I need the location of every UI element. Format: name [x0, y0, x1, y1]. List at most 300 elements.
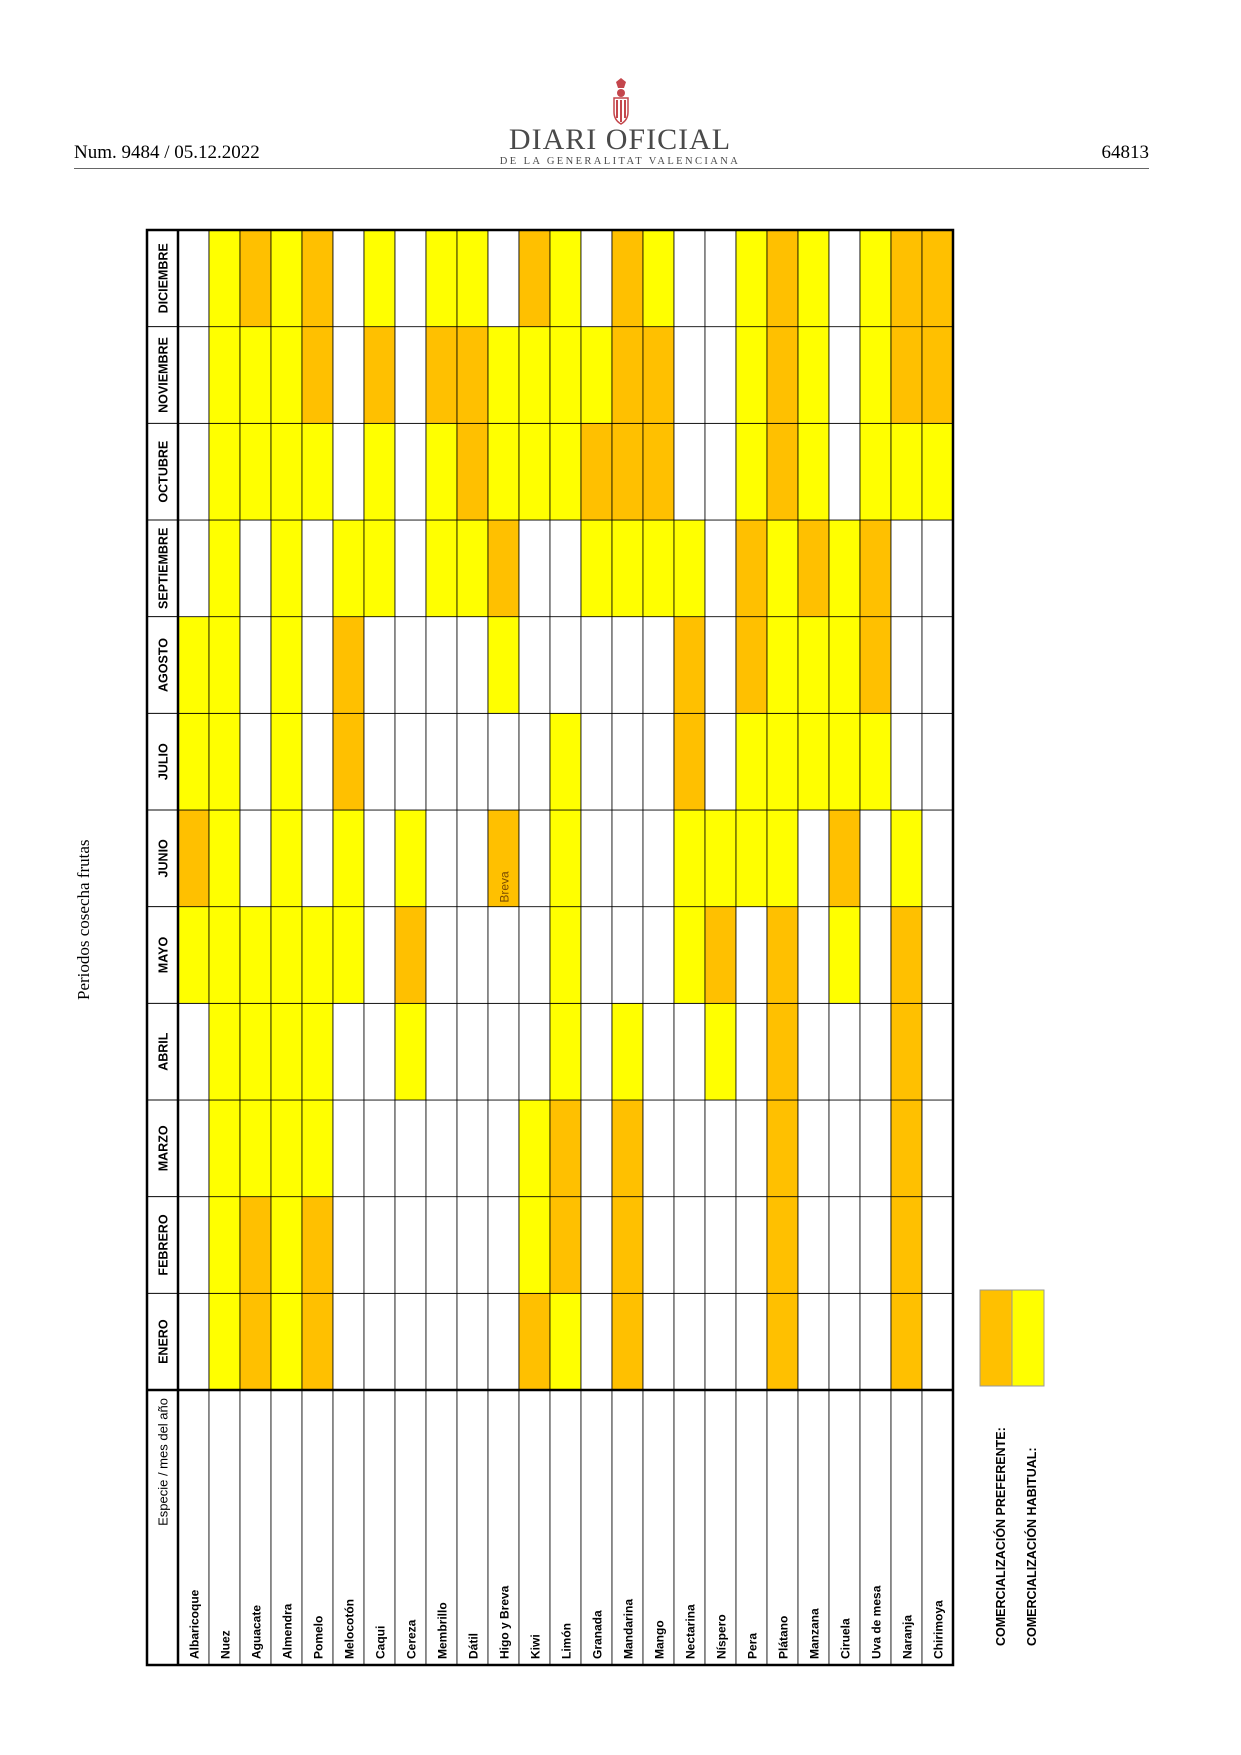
harvest-cell [581, 1293, 612, 1390]
species-cell [519, 1390, 550, 1665]
harvest-cell [922, 423, 953, 520]
harvest-cell [767, 1100, 798, 1197]
harvest-cell [674, 810, 705, 907]
harvest-cell [674, 713, 705, 810]
harvest-cell [674, 1100, 705, 1197]
harvest-cell [581, 810, 612, 907]
harvest-cell [767, 1003, 798, 1100]
harvest-cell [426, 327, 457, 424]
harvest-cell [705, 327, 736, 424]
harvest-cell [860, 907, 891, 1004]
harvest-cell [209, 1003, 240, 1100]
harvest-cell [922, 327, 953, 424]
harvest-cell [767, 907, 798, 1004]
harvest-cell [674, 327, 705, 424]
harvest-cell [271, 713, 302, 810]
harvest-cell [674, 423, 705, 520]
harvest-cell [612, 1197, 643, 1294]
harvest-cell [643, 520, 674, 617]
harvest-cell [891, 423, 922, 520]
harvest-cell [457, 907, 488, 1004]
harvest-cell [271, 520, 302, 617]
harvest-cell [395, 1197, 426, 1294]
harvest-cell [364, 423, 395, 520]
species-label: Naranja [900, 1614, 915, 1659]
legend-swatch [980, 1290, 1012, 1386]
harvest-cell [643, 810, 674, 907]
harvest-cell [922, 1197, 953, 1294]
month-label: SEPTIEMBRE [156, 527, 171, 609]
harvest-cell [550, 520, 581, 617]
harvest-cell [891, 907, 922, 1004]
harvest-cell [302, 230, 333, 327]
harvest-cell [705, 1003, 736, 1100]
species-label: Uva de mesa [869, 1585, 884, 1659]
harvest-cell [178, 230, 209, 327]
harvest-cell [612, 520, 643, 617]
harvest-cell [829, 423, 860, 520]
harvest-cell [829, 327, 860, 424]
species-label: Pomelo [311, 1615, 326, 1659]
harvest-cell [643, 327, 674, 424]
harvest-cell [612, 713, 643, 810]
harvest-cell [457, 810, 488, 907]
month-label: NOVIEMBRE [156, 337, 171, 413]
harvest-cell [829, 1293, 860, 1390]
harvest-cell [767, 1293, 798, 1390]
harvest-cell [426, 520, 457, 617]
harvest-cell [922, 1003, 953, 1100]
species-cell [736, 1390, 767, 1665]
harvest-cell [364, 230, 395, 327]
harvest-cell [550, 423, 581, 520]
species-label: Chirimoya [931, 1600, 946, 1659]
harvest-cell [519, 1293, 550, 1390]
harvest-cell [581, 1100, 612, 1197]
species-label: Caqui [373, 1625, 388, 1659]
harvest-cell [240, 423, 271, 520]
harvest-cell [178, 327, 209, 424]
month-label: MAYO [156, 936, 171, 974]
harvest-cell [209, 1293, 240, 1390]
harvest-cell [550, 713, 581, 810]
harvest-cell [798, 810, 829, 907]
harvest-cell [860, 810, 891, 907]
month-label: ENERO [156, 1319, 171, 1364]
harvest-cell [922, 1100, 953, 1197]
species-label: Nectarina [683, 1604, 698, 1659]
harvest-cell [550, 617, 581, 714]
harvest-cell [209, 907, 240, 1004]
harvest-cell [302, 713, 333, 810]
harvest-cell [550, 1003, 581, 1100]
harvest-cell [581, 713, 612, 810]
harvest-cell [643, 1100, 674, 1197]
harvest-cell [240, 907, 271, 1004]
month-label: OCTUBRE [156, 440, 171, 503]
harvest-cell [209, 810, 240, 907]
harvest-cell [488, 327, 519, 424]
harvest-cell [674, 1197, 705, 1294]
legend-label: COMERCIALIZACIÓN HABITUAL: [1025, 1447, 1039, 1646]
harvest-cell [178, 1100, 209, 1197]
harvest-cell [705, 1100, 736, 1197]
harvest-cell [426, 230, 457, 327]
harvest-cell [488, 713, 519, 810]
harvest-cell [302, 327, 333, 424]
harvest-cell [581, 230, 612, 327]
harvest-cell [798, 1003, 829, 1100]
harvest-cell [860, 1293, 891, 1390]
species-label: Limón [559, 1623, 574, 1659]
harvest-cell [581, 327, 612, 424]
harvest-cell [891, 230, 922, 327]
harvest-cell [302, 1293, 333, 1390]
harvest-cell [612, 423, 643, 520]
harvest-cell [922, 713, 953, 810]
harvest-cell [457, 327, 488, 424]
harvest-cell [209, 230, 240, 327]
harvest-cell [457, 423, 488, 520]
species-label: Dátil [466, 1632, 481, 1659]
harvest-cell [860, 327, 891, 424]
harvest-cell [705, 1197, 736, 1294]
harvest-cell [736, 1100, 767, 1197]
harvest-cell [333, 327, 364, 424]
harvest-cell [736, 907, 767, 1004]
species-label: Granada [590, 1610, 605, 1659]
harvest-cell [302, 1100, 333, 1197]
harvest-cell [426, 1293, 457, 1390]
species-label: Almendra [280, 1603, 295, 1659]
harvest-cell [519, 907, 550, 1004]
harvest-cell [798, 520, 829, 617]
corner-label: Especie / mes del año [155, 1398, 171, 1526]
harvest-cell [798, 1293, 829, 1390]
harvest-cell [488, 1003, 519, 1100]
species-label: Pera [745, 1632, 760, 1659]
harvest-cell [550, 810, 581, 907]
harvest-cell [333, 1003, 364, 1100]
harvest-cell [178, 810, 209, 907]
harvest-cell [271, 423, 302, 520]
harvest-cell [798, 1100, 829, 1197]
harvest-cell [302, 1197, 333, 1294]
harvest-cell [922, 1293, 953, 1390]
harvest-cell [364, 327, 395, 424]
harvest-cell [891, 1003, 922, 1100]
harvest-cell [829, 810, 860, 907]
species-label: Nuez [218, 1630, 233, 1659]
harvest-cell [519, 810, 550, 907]
harvest-cell [736, 327, 767, 424]
harvest-cell [364, 810, 395, 907]
harvest-cell [519, 327, 550, 424]
harvest-cell [395, 423, 426, 520]
harvest-cell [736, 810, 767, 907]
harvest-cell [364, 713, 395, 810]
side-title: Periodos cosecha frutas [74, 839, 93, 1000]
species-label: Plátano [776, 1615, 791, 1659]
month-label: DICIEMBRE [156, 243, 171, 314]
harvest-cell [395, 810, 426, 907]
harvest-cell [581, 423, 612, 520]
harvest-cell [457, 1293, 488, 1390]
month-label: JULIO [156, 743, 171, 781]
harvest-cell [426, 1003, 457, 1100]
harvest-cell [426, 617, 457, 714]
harvest-cell [550, 230, 581, 327]
harvest-cell [395, 1003, 426, 1100]
harvest-cell [860, 423, 891, 520]
harvest-cell [364, 1197, 395, 1294]
harvest-cell [209, 423, 240, 520]
harvest-cell [767, 230, 798, 327]
species-cell [364, 1390, 395, 1665]
harvest-cell [426, 1100, 457, 1197]
harvest-cell [550, 327, 581, 424]
harvest-cell [426, 907, 457, 1004]
harvest-cell [581, 907, 612, 1004]
harvest-cell [457, 713, 488, 810]
harvest-cell [612, 1100, 643, 1197]
harvest-cell [209, 617, 240, 714]
species-label: Manzana [807, 1608, 822, 1659]
harvest-cell [271, 907, 302, 1004]
harvest-cell [705, 423, 736, 520]
species-label: Mango [652, 1620, 667, 1659]
harvest-cell [612, 617, 643, 714]
harvest-cell [860, 520, 891, 617]
harvest-cell [798, 1197, 829, 1294]
harvest-cell [767, 423, 798, 520]
harvest-cell [674, 1003, 705, 1100]
page-header-left: Num. 9484 / 05.12.2022 [74, 142, 260, 163]
harvest-cell [891, 713, 922, 810]
harvest-cell [240, 230, 271, 327]
harvest-cell [519, 1100, 550, 1197]
harvest-cell [705, 713, 736, 810]
species-label: Melocotón [342, 1599, 357, 1659]
harvest-cell [240, 1293, 271, 1390]
harvest-cell [457, 1003, 488, 1100]
legend-swatch [1012, 1290, 1044, 1386]
harvest-cell [364, 1003, 395, 1100]
harvest-cell [550, 1100, 581, 1197]
harvest-cell [829, 230, 860, 327]
harvest-cell [829, 617, 860, 714]
harvest-cell [364, 520, 395, 617]
harvest-cell [798, 617, 829, 714]
species-label: Kiwi [528, 1634, 543, 1659]
species-label: Aguacate [249, 1604, 264, 1659]
harvest-cell [271, 1003, 302, 1100]
harvest-cell [271, 617, 302, 714]
harvest-cell [488, 1293, 519, 1390]
harvest-cell [829, 1100, 860, 1197]
harvest-cell [178, 907, 209, 1004]
harvest-cell [550, 1197, 581, 1294]
harvest-cell [736, 423, 767, 520]
month-label: MARZO [156, 1125, 171, 1172]
harvest-cell [643, 1197, 674, 1294]
harvest-cell [736, 1293, 767, 1390]
harvest-cell [488, 907, 519, 1004]
harvest-cell [333, 230, 364, 327]
species-label: Níspero [714, 1614, 729, 1659]
harvest-cell [891, 810, 922, 907]
harvest-cell [519, 713, 550, 810]
harvest-cell [736, 617, 767, 714]
harvest-cell [240, 1003, 271, 1100]
harvest-cell [643, 1003, 674, 1100]
harvest-cell [829, 713, 860, 810]
harvest-cell [860, 1197, 891, 1294]
harvest-cell [705, 520, 736, 617]
harvest-cell [891, 1100, 922, 1197]
month-label: AGOSTO [156, 638, 171, 692]
harvest-cell [643, 1293, 674, 1390]
harvest-cell [395, 907, 426, 1004]
harvest-cell [643, 617, 674, 714]
harvest-cell [612, 907, 643, 1004]
harvest-cell [643, 907, 674, 1004]
harvest-cell [364, 1100, 395, 1197]
harvest-cell [395, 713, 426, 810]
harvest-cell [519, 423, 550, 520]
species-label: Mandarina [621, 1598, 636, 1659]
harvest-cell [519, 520, 550, 617]
cell-note: Breva [497, 871, 512, 903]
harvest-cell [612, 1003, 643, 1100]
harvest-cell [333, 520, 364, 617]
species-label: Ciruela [838, 1618, 853, 1659]
harvest-cell [240, 617, 271, 714]
harvest-cell [922, 520, 953, 617]
harvest-cell [178, 713, 209, 810]
harvest-cell [209, 713, 240, 810]
harvest-cell [519, 230, 550, 327]
harvest-cell [271, 230, 302, 327]
harvest-cell [333, 1197, 364, 1294]
harvest-cell [829, 1003, 860, 1100]
harvest-cell [240, 520, 271, 617]
harvest-cell [550, 907, 581, 1004]
harvest-cell [240, 713, 271, 810]
harvest-cell [891, 327, 922, 424]
harvest-cell [333, 713, 364, 810]
harvest-cell [426, 713, 457, 810]
harvest-cell [364, 1293, 395, 1390]
legend-label: COMERCIALIZACIÓN PREFERENTE: [994, 1427, 1008, 1646]
harvest-cell [364, 617, 395, 714]
page-number: 64813 [1101, 142, 1149, 163]
harvest-cell [922, 810, 953, 907]
harvest-cell [271, 1197, 302, 1294]
harvest-cell [674, 617, 705, 714]
harvest-cell [581, 1003, 612, 1100]
species-label: Albaricoque [187, 1589, 202, 1659]
species-label: Membrillo [435, 1602, 450, 1659]
harvest-cell [457, 1197, 488, 1294]
harvest-cell [395, 1293, 426, 1390]
month-label: FEBRERO [156, 1214, 171, 1276]
harvest-cell [240, 1100, 271, 1197]
harvest-cell [426, 1197, 457, 1294]
harvest-cell [798, 713, 829, 810]
harvest-cell [736, 520, 767, 617]
harvest-cell [364, 907, 395, 1004]
harvest-cell [271, 810, 302, 907]
harvest-cell [302, 1003, 333, 1100]
month-label: ABRIL [156, 1032, 171, 1071]
logo-subtitle: DE LA GENERALITAT VALENCIANA [499, 156, 741, 167]
harvest-cell [705, 230, 736, 327]
month-label: JUNIO [156, 839, 171, 878]
harvest-cell [860, 1100, 891, 1197]
harvest-cell [674, 230, 705, 327]
harvest-cell [736, 1003, 767, 1100]
harvest-cell [581, 520, 612, 617]
harvest-cell [674, 907, 705, 1004]
harvest-cell [178, 1003, 209, 1100]
harvest-cell [736, 713, 767, 810]
harvest-cell [271, 1293, 302, 1390]
harvest-cell [488, 1197, 519, 1294]
harvest-cell [395, 327, 426, 424]
harvest-cell [612, 327, 643, 424]
harvest-cell [302, 810, 333, 907]
harvest-cell [302, 423, 333, 520]
harvest-cell [209, 327, 240, 424]
harvest-cell [426, 810, 457, 907]
harvest-cell [550, 1293, 581, 1390]
harvest-cell [333, 810, 364, 907]
harvest-cell [767, 713, 798, 810]
harvest-cell [395, 617, 426, 714]
harvest-cell [240, 810, 271, 907]
harvest-cell [581, 617, 612, 714]
harvest-cell [643, 713, 674, 810]
species-label: Cereza [404, 1619, 419, 1659]
harvest-cell [705, 617, 736, 714]
harvest-cell [178, 1197, 209, 1294]
harvest-cell [891, 1197, 922, 1294]
harvest-cell [705, 907, 736, 1004]
species-label: Higo y Breva [497, 1585, 512, 1659]
harvest-cell [705, 810, 736, 907]
harvest-cell [798, 907, 829, 1004]
harvest-cell [736, 1197, 767, 1294]
harvest-cell [891, 520, 922, 617]
harvest-cell [519, 617, 550, 714]
harvest-cell [302, 907, 333, 1004]
species-cell [209, 1390, 240, 1665]
harvest-cell [178, 520, 209, 617]
harvest-cell [488, 230, 519, 327]
species-cell [457, 1390, 488, 1665]
harvest-cell [860, 1003, 891, 1100]
harvest-cell [488, 423, 519, 520]
harvest-cell [860, 230, 891, 327]
harvest-cell [333, 1100, 364, 1197]
harvest-cell [240, 1197, 271, 1294]
harvest-cell [674, 520, 705, 617]
harvest-cell [922, 907, 953, 1004]
harvest-cell [488, 1100, 519, 1197]
harvest-cell [302, 617, 333, 714]
harvest-cell [457, 230, 488, 327]
